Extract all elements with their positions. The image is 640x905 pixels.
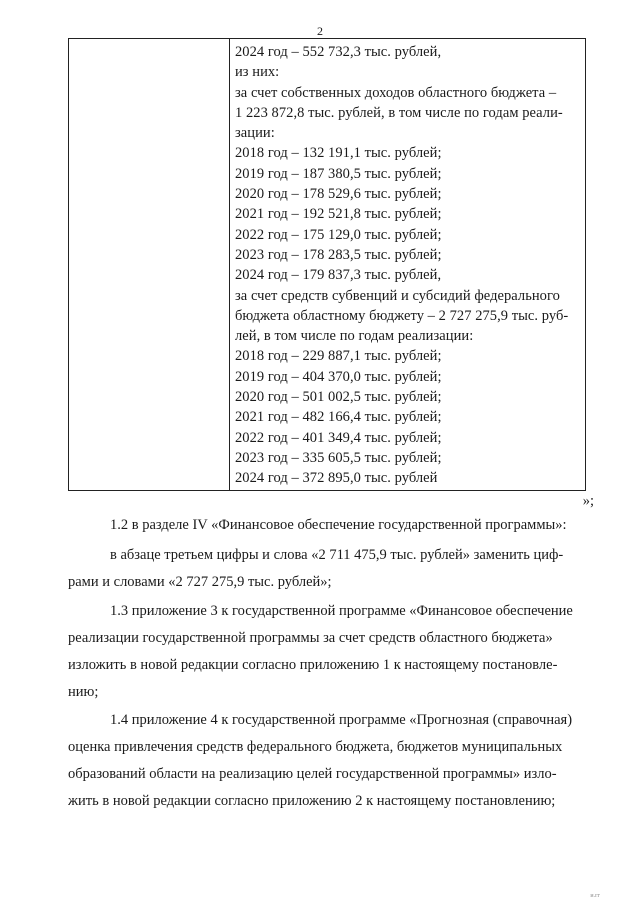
table-line: 2020 год – 501 002,5 тыс. рублей; — [235, 389, 442, 406]
table-line: 2023 год – 178 283,5 тыс. рублей; — [235, 246, 442, 263]
paragraph-line: рами и словами «2 727 275,9 тыс. рублей»; — [68, 574, 332, 590]
paragraph-1-3 — [68, 598, 600, 706]
table-line: 2023 год – 335 605,5 тыс. рублей; — [235, 449, 442, 466]
table-line: 2022 год – 401 349,4 тыс. рублей; — [235, 429, 442, 446]
table-line: зации: — [235, 125, 275, 142]
table-line: за счет собственных доходов областного бюджета – — [235, 84, 557, 101]
table-line: 2024 год – 372 895,0 тыс. рублей — [235, 470, 438, 487]
paragraph-1-2-sub — [68, 542, 600, 596]
paragraph-line: нию; — [68, 684, 99, 700]
table-line: 2020 год – 178 529,6 тыс. рублей; — [235, 186, 442, 203]
table-line: 2021 год – 482 166,4 тыс. рублей; — [235, 409, 442, 426]
table-line: 2019 год – 404 370,0 тыс. рублей; — [235, 368, 442, 385]
paragraph-line: жить в новой редакции согласно приложению 2 к настоящему постановлению; — [68, 793, 556, 809]
table-right-cell — [230, 39, 585, 490]
table-closing-quote: »; — [582, 493, 594, 509]
paragraph-line: образований области на реализацию целей государственной программы» изло- — [68, 766, 557, 782]
table-line: за счет средств субвенций и субсидий федерального — [235, 287, 560, 304]
scan-corner-mark: и.гг — [590, 893, 600, 899]
table-line: 2019 год – 187 380,5 тыс. рублей; — [235, 165, 442, 182]
paragraph-1-4 — [68, 707, 600, 815]
table-left-cell — [69, 39, 230, 490]
table-line: 2024 год – 179 837,3 тыс. рублей, — [235, 267, 442, 284]
paragraph-line: 1.3 приложение 3 к государственной программе «Финансовое обеспечение — [110, 603, 573, 619]
page-number: 2 — [317, 24, 323, 38]
table-line: 2018 год – 229 887,1 тыс. рублей; — [235, 348, 442, 365]
table-line: лей, в том числе по годам реализации: — [235, 328, 474, 345]
table-line: 2022 год – 175 129,0 тыс. рублей; — [235, 226, 442, 243]
paragraph-line: 1.4 приложение 4 к государственной программе «Прогнозная (справочная) — [110, 712, 573, 728]
table-line: из них: — [235, 64, 280, 81]
paragraph-line: оценка привлечения средств федерального бюджета, бюджетов муниципальных — [68, 739, 563, 755]
paragraph-line: в абзаце третьем цифры и слова «2 711 475,9 тыс. рублей» заменить циф- — [110, 547, 564, 563]
finance-table — [68, 38, 586, 491]
paragraph-line: реализации государственной программы за счет средств областного бюджета» — [68, 630, 553, 646]
paragraph-line: 1.2 в разделе IV «Финансовое обеспечение государственной программы»: — [110, 517, 567, 533]
paragraph-line: изложить в новой редакции согласно приложению 1 к настоящему постановле- — [68, 657, 558, 673]
table-line: бюджета областному бюджету – 2 727 275,9 тыс. руб- — [235, 307, 569, 324]
table-line: 2021 год – 192 521,8 тыс. рублей; — [235, 206, 442, 223]
table-line: 2024 год – 552 732,3 тыс. рублей, — [235, 44, 442, 60]
paragraph-1-2 — [68, 512, 600, 539]
table-line: 2018 год – 132 191,1 тыс. рублей; — [235, 145, 442, 162]
table-line: 1 223 872,8 тыс. рублей, в том числе по годам реали- — [235, 104, 563, 121]
